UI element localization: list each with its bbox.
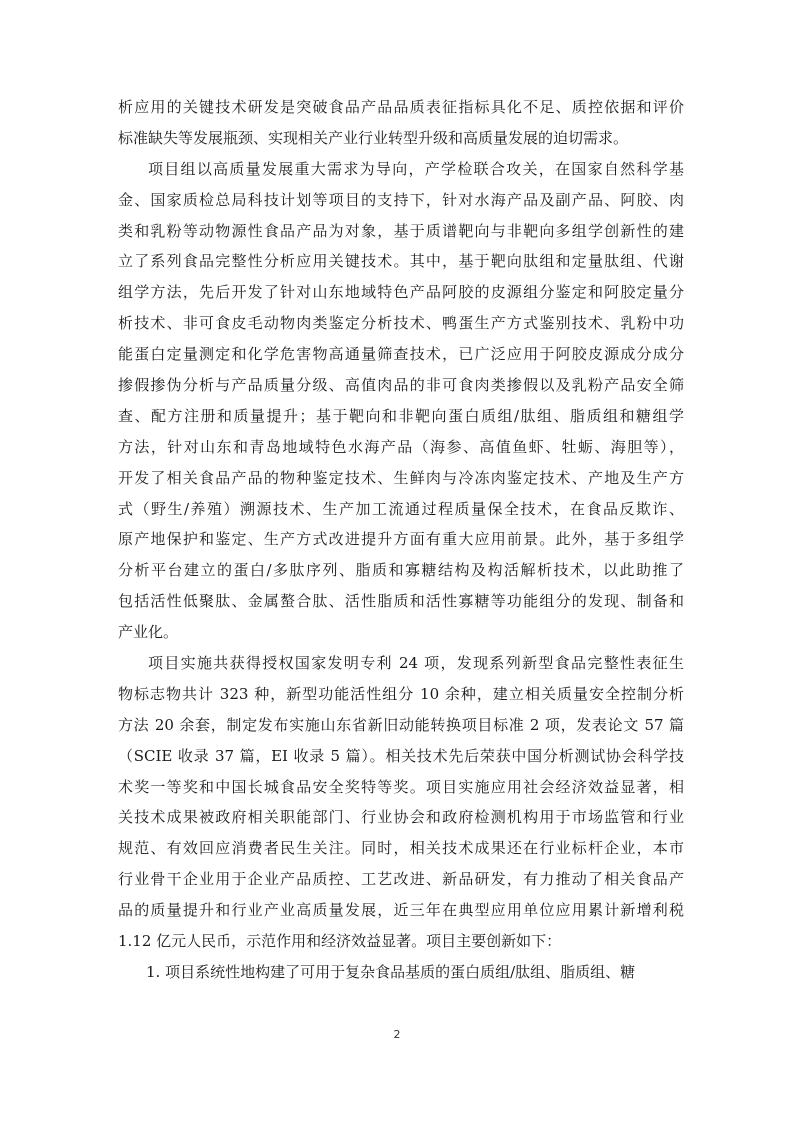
text-line: 立了系列食品完整性分析应用关键技术。其中，基于靶向肽组和定量肽组、代谢 [118,252,684,271]
text-line: 式（野生/养殖）溯源技术、生产加工流通过程质量保全技术，在食品反欺诈、 [118,499,684,518]
text-line: 能蛋白定量测定和化学危害物高通量筛查技术，已广泛应用于阿胶皮源成分成分 [118,345,684,364]
paragraph-first-line: 项目组以高质量发展重大需求为导向，产学检联合攻关，在国家自然科学基 [148,159,684,178]
text-line: 规范、有效回应消费者民生关注。同时，相关技术成果还在行业标杆企业，本市 [118,839,684,858]
text-line: 标准缺失等发展瓶颈、实现相关产业行业转型升级和高质量发展的迫切需求。 [118,128,629,147]
paragraph-first-line: 项目实施共获得授权国家发明专利 24 项，发现系列新型食品完整性表征生 [148,654,684,673]
document-body [118,92,684,988]
text-line: （SCIE 收录 37 篇，EI 收录 5 篇）。相关技术先后荣获中国分析测试协会科学技 [118,746,684,765]
text-line: 查、配方注册和质量提升；基于靶向和非靶向蛋白质组/肽组、脂质组和糖组学 [118,406,684,425]
text-line: 开发了相关食品产品的物种鉴定技术、生鲜肉与冷冻肉鉴定技术、产地及生产方 [118,468,684,487]
text-line: 品的质量提升和行业产业高质量发展，近三年在典型应用单位应用累计新增利税 [118,901,684,920]
page-number: 2 [393,1028,401,1041]
list-item: 1. 项目系统性地构建了可用于复杂食品基质的蛋白质组/肽组、脂质组、糖 [146,962,636,981]
text-line: 关技术成果被政府相关职能部门、行业协会和政府检测机构用于市场监管和行业 [118,808,684,827]
text-line: 物标志物共计 323 种，新型功能活性组分 10 余种，建立相关质量安全控制分析 [118,684,684,703]
text-line: 分析平台建立的蛋白/多肽序列、脂质和寡糖结构及构活解析技术，以此助推了 [118,561,684,580]
text-line: 组学方法，先后开发了针对山东地域特色产品阿胶的皮源组分鉴定和阿胶定量分 [118,283,684,302]
text-line: 术奖一等奖和中国长城食品安全奖特等奖。项目实施应用社会经济效益显著，相 [118,777,684,796]
text-line: 方法，针对山东和青岛地域特色水海产品（海参、高值鱼虾、牡蛎、海胆等）， [118,437,684,456]
text-line: 析应用的关键技术研发是突破食品产品品质表征指标具化不足、质控依据和评价 [118,98,684,116]
text-line: 1.12 亿元人民币，示范作用和经济效益显著。项目主要创新如下： [118,932,562,951]
text-line: 金、国家质检总局科技计划等项目的支持下，针对水海产品及副产品、阿胶、肉 [118,190,684,209]
text-line: 行业骨干企业用于企业产品质控、工艺改进、新品研发，有力推动了相关食品产 [118,870,684,889]
text-line: 包括活性低聚肽、金属螯合肽、活性脂质和活性寡糖等功能组分的发现、制备和 [118,592,684,611]
text-line: 方法 20 余套，制定发布实施山东省新旧动能转换项目标准 2 项，发表论文 57 篇 [118,715,684,734]
text-line: 掺假掺伪分析与产品质量分级、高值肉品的非可食肉类掺假以及乳粉产品安全筛 [118,376,684,395]
text-line: 原产地保护和鉴定、生产方式改进提升方面有重大应用前景。此外，基于多组学 [118,530,684,549]
text-line: 产业化。 [118,623,179,642]
text-line: 类和乳粉等动物源性食品产品为对象，基于质谱靶向与非靶向多组学创新性的建 [118,221,684,240]
text-line: 析技术、非可食皮毛动物肉类鉴定分析技术、鸭蛋生产方式鉴别技术、乳粉中功 [118,314,684,333]
